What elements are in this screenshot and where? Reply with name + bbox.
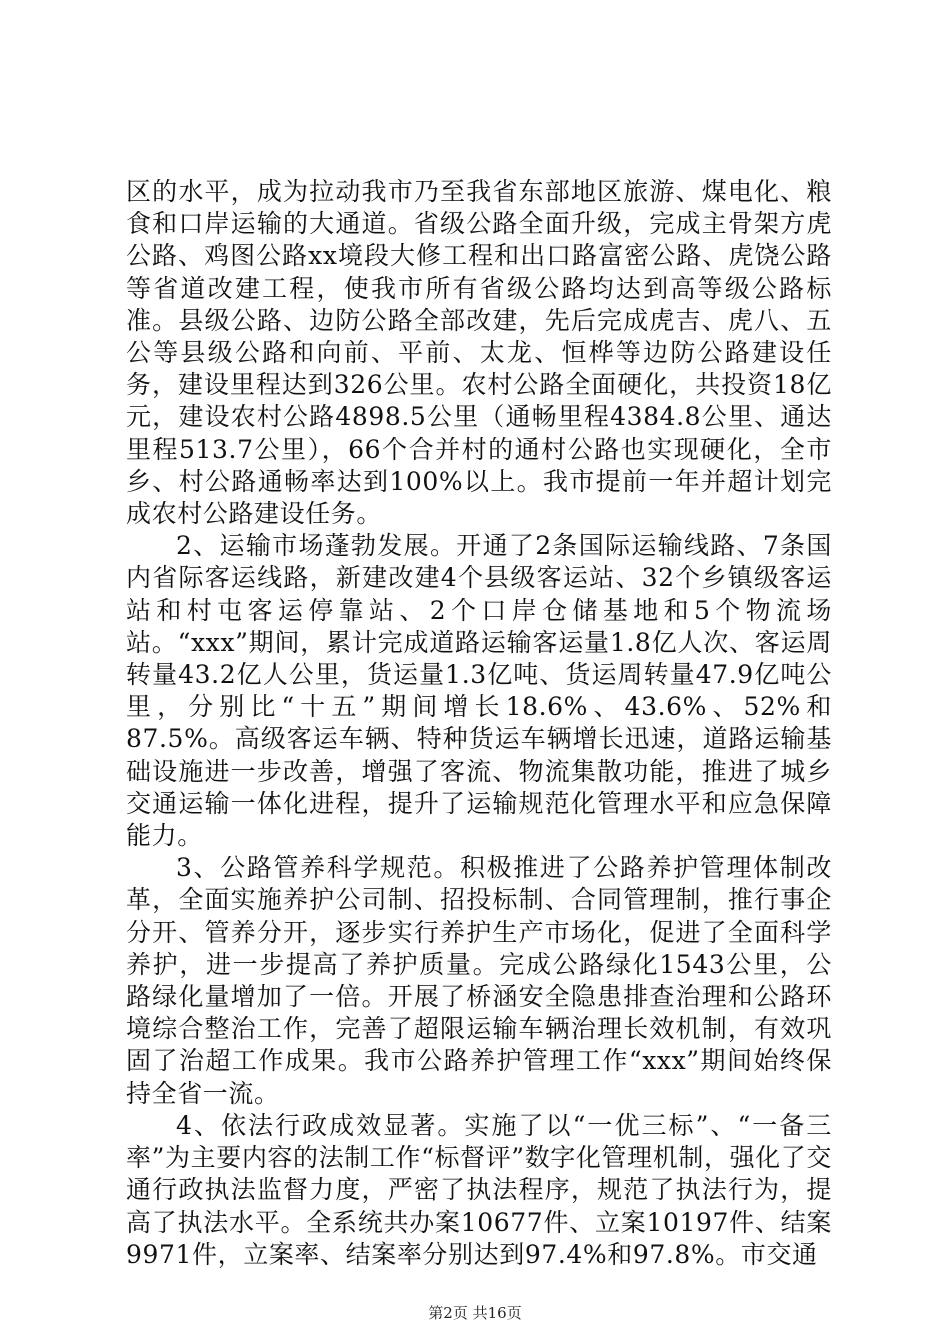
paragraph-continuation: 区的水平，成为拉动我市乃至我省东部地区旅游、煤电化、粮食和口岸运输的大通道。省级公路全面升级，完成主骨架方虎公路、鸡图公路xx境段大修工程和出口路富密公路、虎饶公路等省道改建工程，使我市所有省级公路均达到高等级公路标准。县级公路、边防公路全部改建，先后完成虎吉、虎八、五公等县级公路和向前、平前、太龙、恒桦等边防公路建设任务，建设里程达到326公里。农村公路全面硬化，共投资18亿元，建设农村公路4898.5公里（通畅里程4384.8公里、通达里程513.7公里），66个合并村的通村公路也实现硬化，全市乡、村公路通畅率达到100%以上。我市提前一年并超计划完成农村公路建设任务。 xyxy=(126,177,832,529)
document-body xyxy=(126,176,832,1271)
paragraph-road-maintenance: 3、公路管养科学规范。积极推进了公路养护管理体制改革，全面实施养护公司制、招投标制、合同管理制，推行事企分开、管养分开，逐步实行养护生产市场化，促进了全面科学养护，进一步提高了养护质量。完成公路绿化1543公里，公路绿化量增加了一倍。开展了桥涵安全隐患排查治理和公路环境综合整治工作，完善了超限运输车辆治理长效机制，有效巩固了治超工作成果。我市公路养护管理工作“xxx”期间始终保持全省一流。 xyxy=(126,853,832,1108)
paragraph-transport-market: 2、运输市场蓬勃发展。开通了2条国际运输线路、7条国内省际客运线路，新建改建4个县级客运站、32个乡镇级客运站和村屯客运停靠站、2个口岸仓储基地和5个物流场站。“xxx”期间，累计完成道路运输客运量1.8亿人次、客运周转量43.2亿人公里，货运量1.3亿吨、货运周转量47.9亿吨公里，分别比“十五”期间增长18.6%、43.6%、52%和87.5%。高级客运车辆、特种货运车辆增长迅速，道路运输基础设施进一步改善，增强了客流、物流集散功能，推进了城乡交通运输一体化进程，提升了运输规范化管理水平和应急保障能力。 xyxy=(126,531,832,851)
paragraph-administration: 4、依法行政成效显著。实施了以“一优三标”、“一备三率”为主要内容的法制工作“标督评”数字化管理机制，强化了交通行政执法监督力度，严密了执法程序，规范了执法行为，提高了执法水平。全系统共办案10677件、立案10197件、结案9971件，立案率、结案率分别达到97.4%和97.8%。市交通 xyxy=(126,1110,832,1269)
page-footer: 第2页 共16页 xyxy=(428,1304,522,1322)
